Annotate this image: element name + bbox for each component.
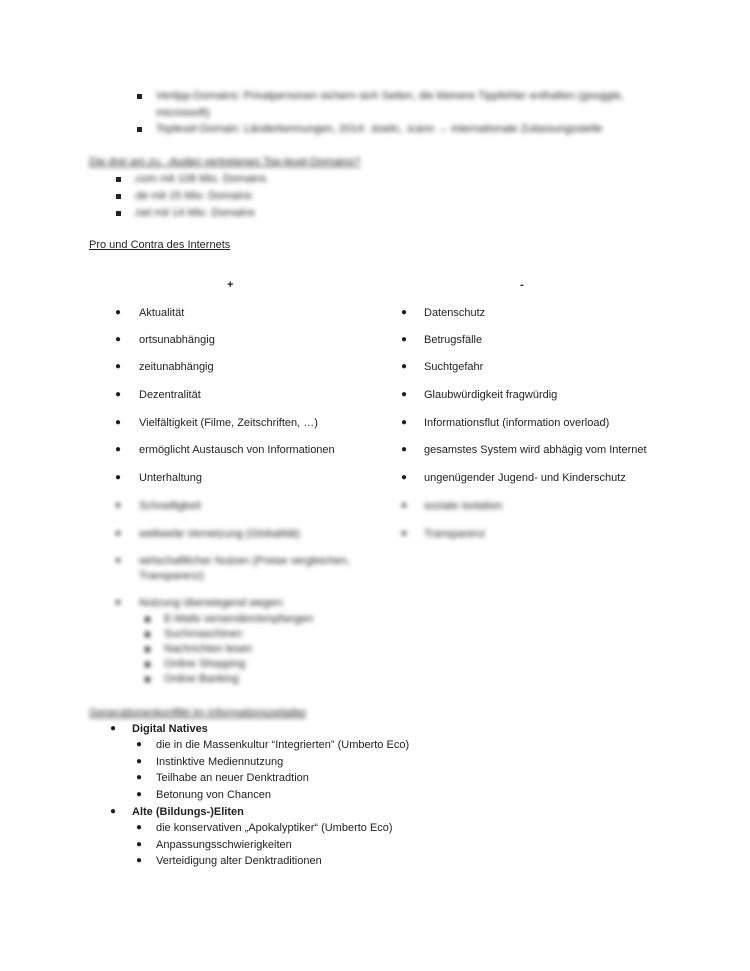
pro-item-blurred-cont: Transparenz) — [139, 570, 205, 582]
square-bullet-icon — [145, 617, 150, 622]
pro-sub-item: E-Mails versenden/empfangen — [164, 613, 314, 625]
bullet-icon: ● — [136, 789, 143, 800]
digital-natives-label: Digital Natives — [132, 723, 208, 735]
bullet-icon: ● — [115, 472, 122, 483]
digital-natives-item: die in die Massenkultur “Integrierten” (Umberto Eco) — [156, 739, 410, 751]
generation-heading: Generationenkonflikt im Informationszeitalter — [89, 707, 307, 719]
bullet-icon: ● — [401, 472, 408, 483]
contra-item: ungenügender Jugend- und Kinderschutz — [424, 472, 626, 484]
square-bullet-icon — [145, 647, 150, 652]
pro-item-blurred: Schnelligkeit — [139, 500, 201, 512]
bullet-icon: ● — [136, 756, 143, 767]
contra-item: Glaubwürdigkeit fragwürdig — [424, 389, 558, 401]
square-bullet-icon — [116, 177, 121, 182]
digital-natives-item: Betonung von Chancen — [156, 789, 271, 801]
pro-item: Unterhaltung — [139, 472, 202, 484]
bullet-icon: ● — [136, 772, 143, 783]
old-elites-label: Alte (Bildungs-)Eliten — [132, 806, 244, 818]
top-list-item: Vertipp-Domains: Privatpersonen sichern sich Seiten, die kleinere Tippfehler enthalten (googgle, — [156, 90, 624, 102]
pro-item: Dezentralität — [139, 389, 201, 401]
pro-item: ermöglicht Austausch von Informationen — [139, 444, 335, 456]
bullet-icon: ● — [136, 839, 143, 850]
pro-item: zeitunabhängig — [139, 361, 214, 373]
bullet-icon: ● — [115, 444, 122, 455]
domains-heading: Die drei am zu. -Auden vertretenen Top-level-Domains? — [89, 156, 361, 168]
bullet-icon: ● — [115, 500, 122, 511]
bullet-icon: ● — [110, 723, 117, 734]
bullet-icon: ● — [115, 417, 122, 428]
bullet-icon: ● — [115, 334, 122, 345]
pro-item: Aktualität — [139, 307, 185, 319]
pro-item-blurred: Nutzung überwiegend wegen: — [139, 597, 285, 609]
contra-item-blurred: soziale Isolation — [424, 500, 503, 512]
bullet-icon: ● — [401, 307, 408, 318]
contra-item-blurred: Transparenz — [424, 528, 486, 540]
contra-item: gesamstes System wird abhägig vom Internet — [424, 444, 647, 456]
bullet-icon: ● — [401, 389, 408, 400]
bullet-icon: ● — [136, 855, 143, 866]
bullet-icon: ● — [115, 555, 122, 566]
bullet-icon: ● — [115, 389, 122, 400]
square-bullet-icon — [116, 194, 121, 199]
old-elites-item: die konservativen „Apokalyptiker“ (Umberto Eco) — [156, 822, 393, 834]
bullet-icon: ● — [401, 334, 408, 345]
top-list-item-cont: microssoft) — [156, 107, 210, 119]
pro-item-blurred: wirtschaftlicher Nutzen (Preise vergleichen, — [139, 555, 350, 567]
contra-item: Datenschutz — [424, 307, 486, 319]
pro-item: ortsunabhängig — [139, 334, 215, 346]
contra-item: Betrugsfälle — [424, 334, 483, 346]
bullet-icon: ● — [115, 361, 122, 372]
square-bullet-icon — [116, 211, 121, 216]
plus-label: + — [227, 279, 234, 291]
square-bullet-icon — [137, 127, 142, 132]
contra-item: Suchtgefahr — [424, 361, 484, 373]
bullet-icon: ● — [401, 528, 408, 539]
square-bullet-icon — [145, 677, 150, 682]
minus-label: - — [520, 279, 524, 291]
bullet-icon: ● — [401, 444, 408, 455]
contra-item: Informationsflut (information overload) — [424, 417, 610, 429]
bullet-icon: ● — [136, 739, 143, 750]
square-bullet-icon — [145, 662, 150, 667]
domains-item: .com mit 108 Mio. Domains — [133, 173, 267, 185]
bullet-icon: ● — [401, 361, 408, 372]
top-list-item: Toplevel-Domain: Länderkennungen, 2014: .koeln, .icann → internationale Zulassungsstelle — [156, 123, 603, 135]
digital-natives-item: Instinktive Mediennutzung — [156, 756, 284, 768]
square-bullet-icon — [145, 632, 150, 637]
old-elites-item: Verteidigung alter Denktraditionen — [156, 855, 322, 867]
bullet-icon: ● — [115, 528, 122, 539]
pro-sub-item: Nachrichten lesen — [164, 643, 253, 655]
bullet-icon: ● — [110, 806, 117, 817]
domains-item: .de mit 15 Mio. Domains — [133, 190, 252, 202]
pro-sub-item: Online Shopping — [164, 658, 246, 670]
bullet-icon: ● — [136, 822, 143, 833]
procon-heading: Pro und Contra des Internets — [89, 239, 231, 251]
digital-natives-item: Teilhabe an neuer Denktradtion — [156, 772, 309, 784]
square-bullet-icon — [137, 94, 142, 99]
old-elites-item: Anpassungsschwierigkeiten — [156, 839, 292, 851]
domains-item: .net mit 14 Mio. Domains — [133, 207, 255, 219]
bullet-icon: ● — [115, 597, 122, 608]
bullet-icon: ● — [115, 307, 122, 318]
pro-item-blurred: weltweite Vernetzung (Globalität) — [139, 528, 300, 540]
pro-sub-item: Suchmaschinen — [164, 628, 243, 640]
pro-item: Vielfältigkeit (Filme, Zeitschriften, …) — [139, 417, 318, 429]
bullet-icon: ● — [401, 417, 408, 428]
bullet-icon: ● — [401, 500, 408, 511]
pro-sub-item: Online Banking — [164, 673, 239, 685]
